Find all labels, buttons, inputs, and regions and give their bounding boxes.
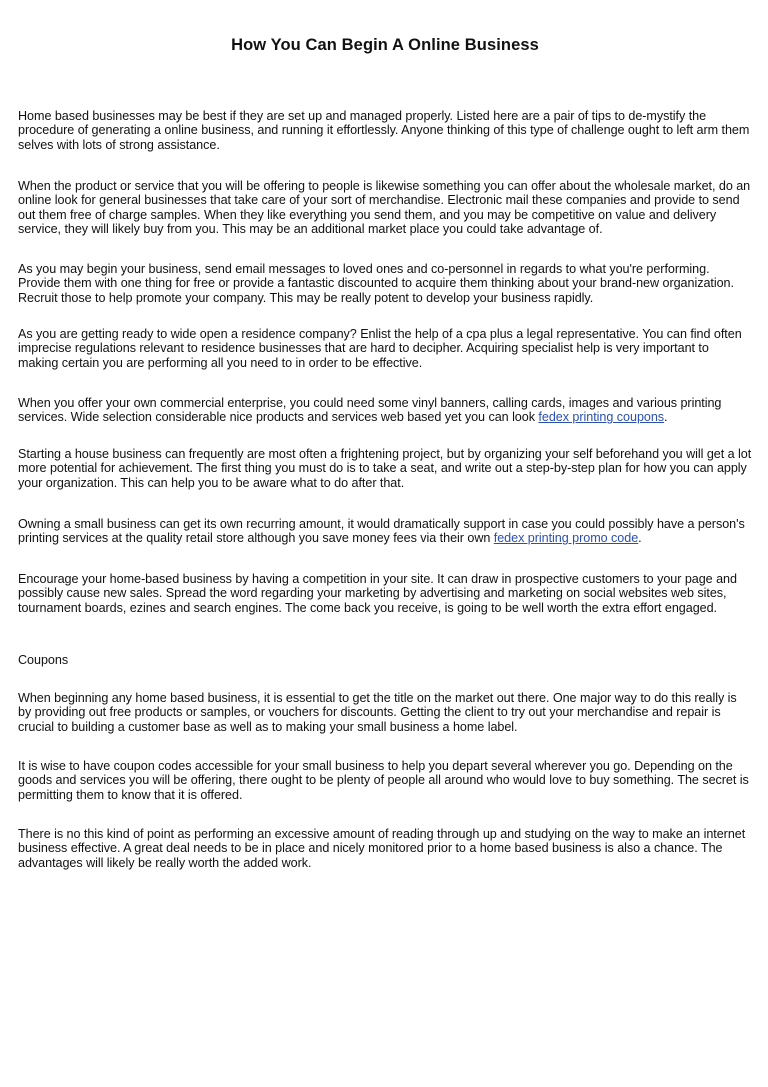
document-page bbox=[18, 0, 752, 870]
paragraph-4: As you are getting ready to wide open a residence company? Enlist the help of a cpa plus a legal representative. You can find often imprecise regulations relevant to residence businesses that are hard to decipher. Acquiring specialist help is very important to making certain you are performing all you need to in order to be effective. bbox=[18, 327, 742, 370]
paragraph-6: Starting a house business can frequently are most often a frightening project, but by organizing your self beforehand you will get a lot more potential for achievement. The first thing you must do is to take a seat, and write out a step-by-step plan for how you can apply your organization. This can help you to be aware what to do after that. bbox=[18, 447, 752, 490]
fedex-printing-promo-code-link[interactable]: fedex printing promo code bbox=[493, 531, 639, 546]
paragraph-7 bbox=[18, 517, 752, 546]
paragraph-12: There is no this kind of point as performing an excessive amount of reading through up and studying on the way to make an internet business effective. A great deal needs to be in place and nicely monitored prior to a home based business is also a chance. The advantages will likely be really worth the added work. bbox=[18, 827, 746, 870]
paragraph-8: Encourage your home-based business by having a competition in your site. It can draw in prospective customers to your page and possibly cause new sales. Spread the word regarding your marketing by advertising and marketing on social websites web sites, tournament boards, ezines and search engines. The come back you receive, is going to be well worth the extra effort engaged. bbox=[18, 572, 737, 615]
page-title: How You Can Begin A Online Business bbox=[231, 36, 539, 54]
paragraph-11: It is wise to have coupon codes accessible for your small business to help you depart several wherever you go. Depending on the goods and services you will be offering, there ought to be plenty of people all around who would love to buy something. The secret is permitting them to know that it is offered. bbox=[18, 759, 749, 802]
paragraph-5 bbox=[18, 396, 752, 425]
paragraph-2: When the product or service that you will be offering to people is likewise something you can offer about the wholesale market, do an online look for general businesses that take care of your sort of merchandise. Electronic mail these companies and provide to send out them free of charge samples. When they like everything you send them, and you may be competitive on value and delivery service, they will likely buy from you. This may be an additional market place you could take advantage of. bbox=[18, 179, 751, 237]
paragraph-5-text: When you offer your own commercial enterprise, you could need some vinyl banners, calling cards, images and various printing services. Wide selection considerable nice products and services web based yet you can look bbox=[18, 396, 722, 425]
section-heading-coupons: Coupons bbox=[18, 653, 69, 667]
paragraph-10: When beginning any home based business, it is essential to get the title on the market out there. One major way to do this really is by providing out free products or samples, or vouchers for discounts. Getting the client to try out your merchandise and repair is crucial to building a customer base as well as to making your small business a home label. bbox=[18, 691, 737, 734]
paragraph-5-end: . bbox=[664, 410, 668, 425]
paragraph-3: As you may begin your business, send email messages to loved ones and co-personnel in regards to what you're performing. Provide them with one thing for free or provide a fantastic discounted to acquire them thinking about your brand-new organization. Recruit those to help promote your company. This may be really potent to develop your business rapidly. bbox=[18, 262, 734, 305]
paragraph-1: Home based businesses may be best if they are set up and managed properly. Listed here are a pair of tips to de-mystify the procedure of generating a online business, and running it effortlessly. Anyone thinking of this type of challenge ought to left arm them selves with lots of strong assistance. bbox=[18, 109, 750, 152]
paragraph-7-text: Owning a small business can get its own recurring amount, it would dramatically support in case you could possibly have a person's printing services at the quality retail store although you save money fees via their own bbox=[18, 517, 745, 546]
paragraph-7-end: . bbox=[638, 531, 642, 546]
fedex-printing-coupons-link[interactable]: fedex printing coupons bbox=[538, 410, 665, 425]
